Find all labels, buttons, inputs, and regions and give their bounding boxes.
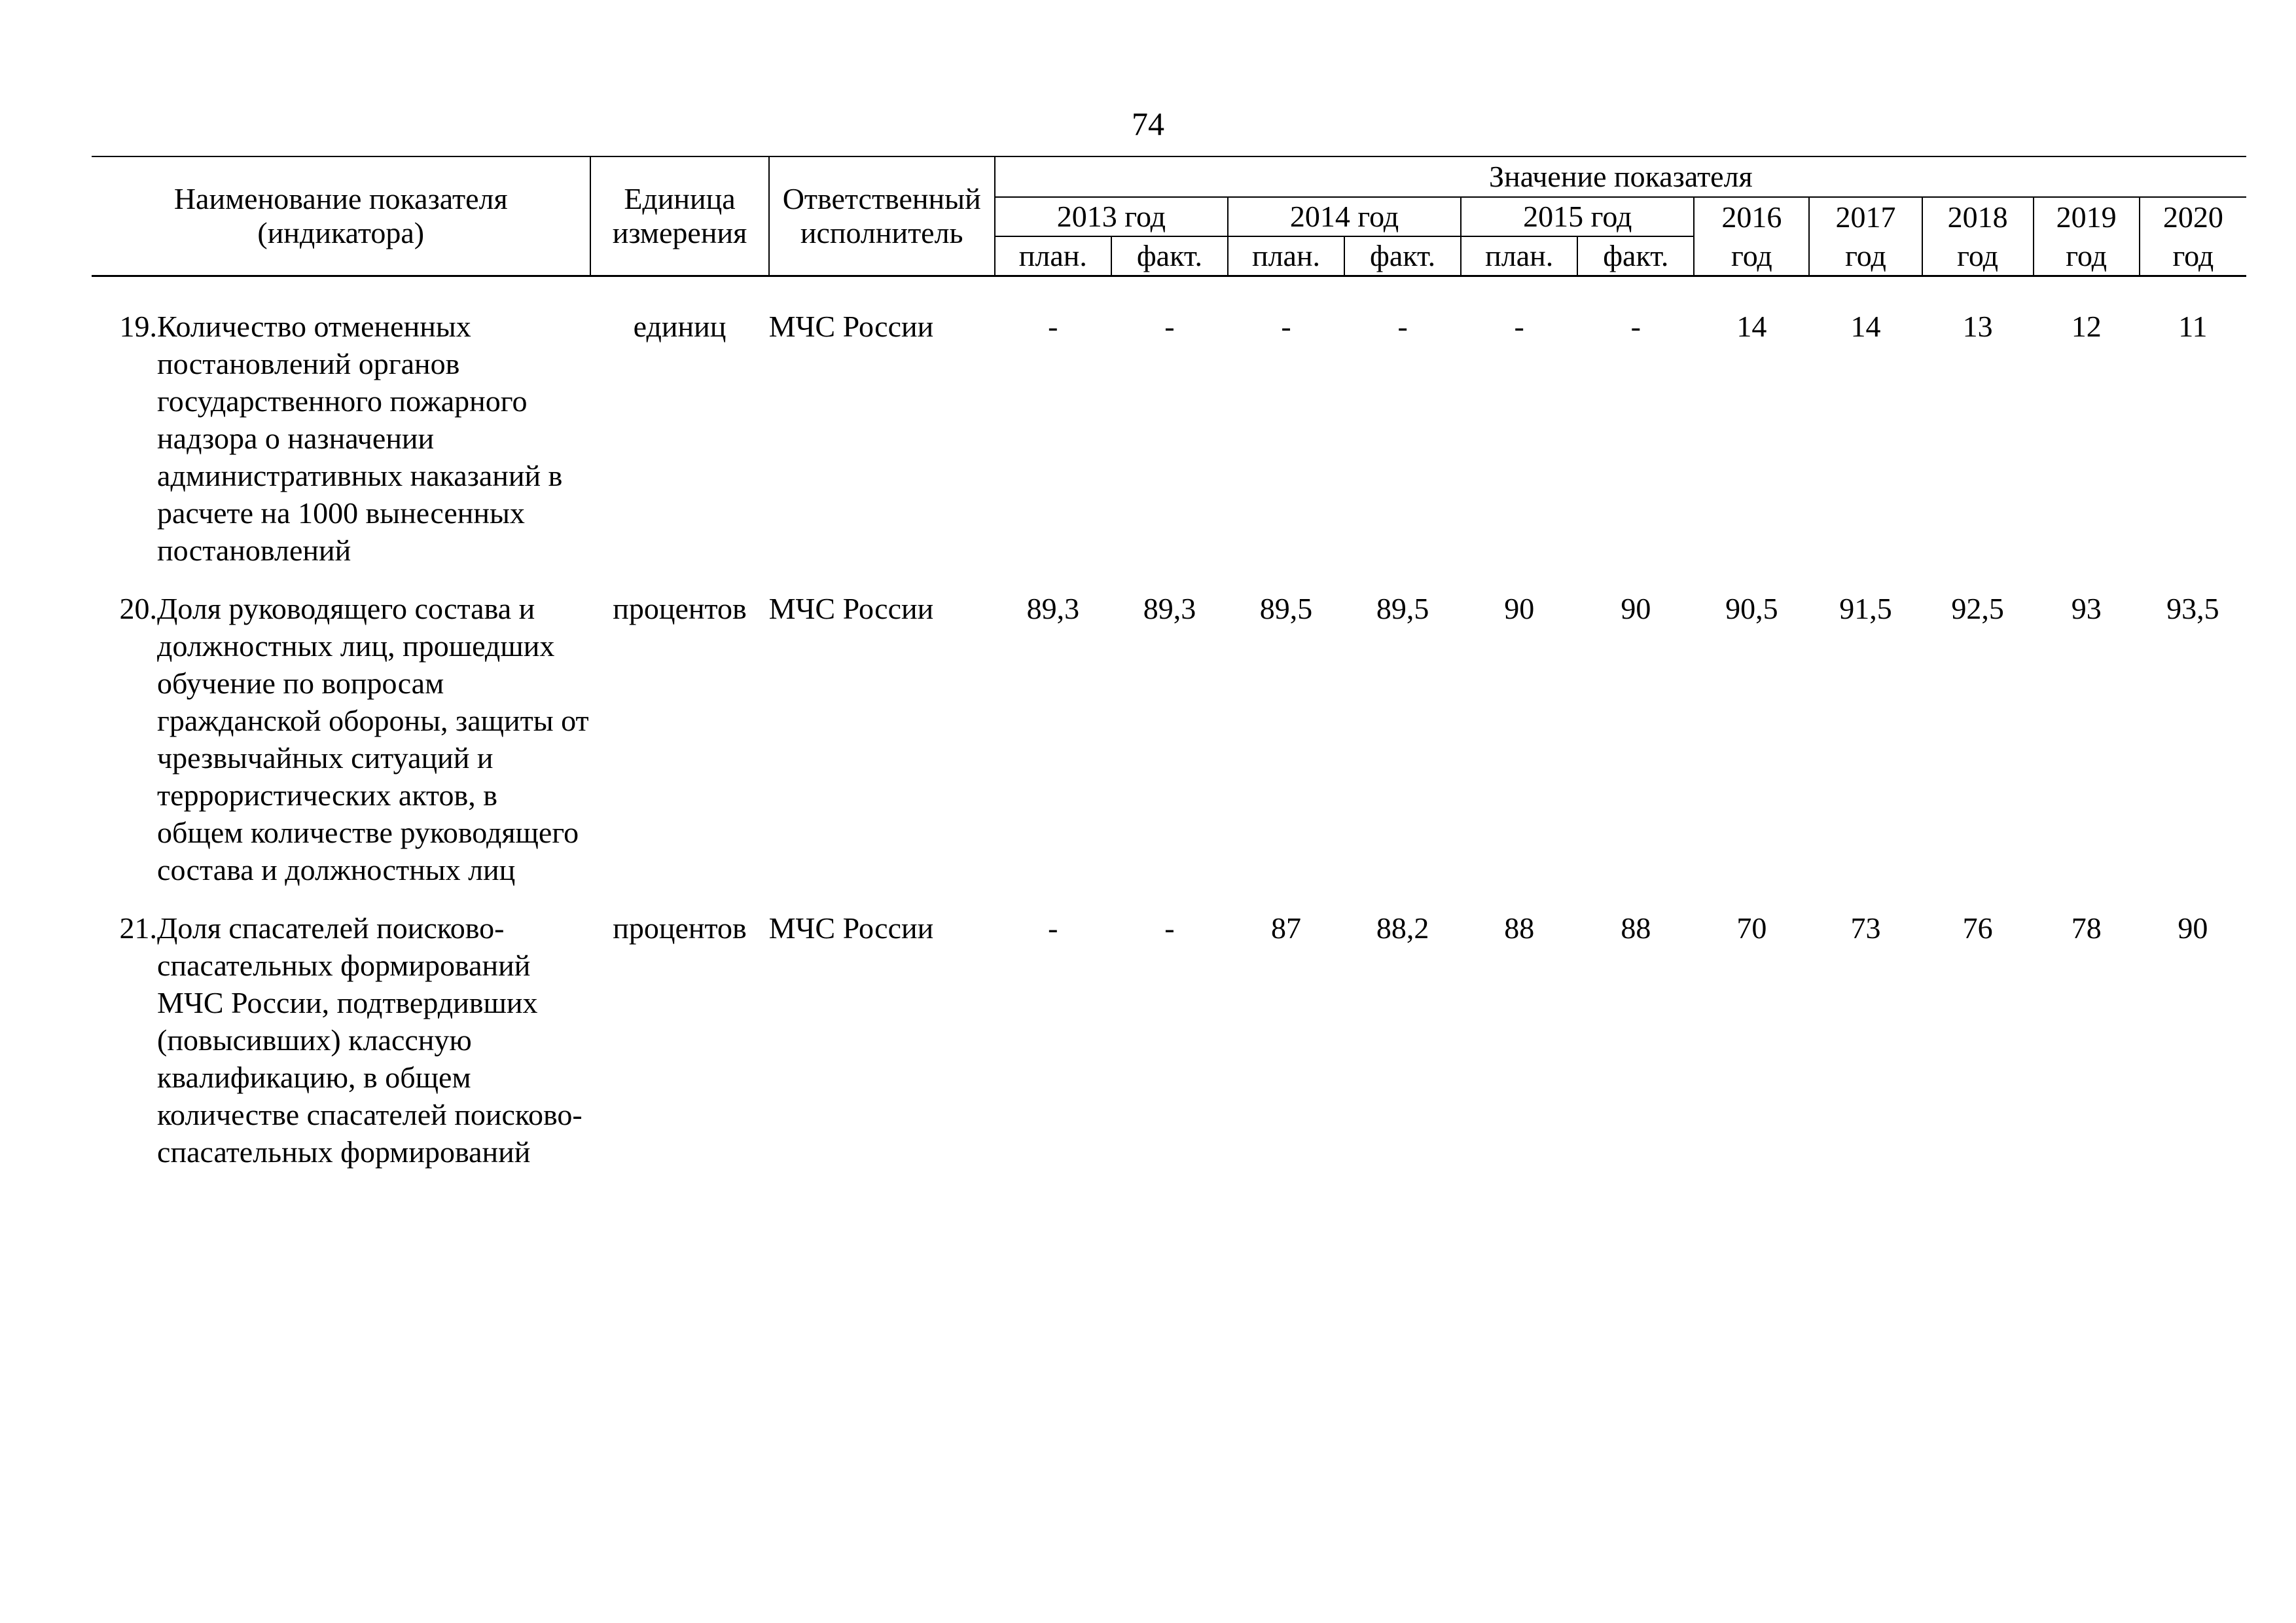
table-row [92, 909, 2246, 1171]
value-2019: 12 [2071, 310, 2102, 343]
value-2016: 14 [1736, 310, 1767, 343]
header-plan-2015: план. [1461, 236, 1577, 276]
table-header [92, 156, 2246, 277]
value-2013-fact: - [1164, 911, 1175, 945]
value-2015-fact: 90 [1621, 592, 1651, 625]
header-year-2016: 2016 [1694, 197, 1809, 236]
header-unit: Единица измерения [590, 156, 768, 276]
header-god-2020: год [2140, 236, 2246, 276]
header-name: Наименование показателя (индикатора) [92, 156, 590, 276]
value-2017: 14 [1850, 310, 1881, 343]
row-responsible: МЧС России [768, 592, 934, 625]
value-2018: 13 [1962, 310, 1993, 343]
row-indicator-name: Доля руководящего состава и должностных лиц, прошедших обучение по вопросам гражданской обороны, защиты от чрезвычайных ситуаций и террористических актов, в общем количестве руководящего состава и должностных лиц [157, 592, 589, 886]
header-god-2019: год [2034, 236, 2140, 276]
value-2015-fact: - [1630, 310, 1641, 343]
value-2020: 90 [2178, 911, 2208, 945]
header-year-2017: 2017 [1809, 197, 1922, 236]
header-year-2013: 2013 год [995, 197, 1228, 236]
value-2013-fact: 89,3 [1143, 592, 1196, 625]
value-2014-fact: - [1397, 310, 1408, 343]
value-2017: 91,5 [1839, 592, 1892, 625]
value-2015-plan: 88 [1504, 911, 1535, 945]
page-number: 74 [1132, 105, 1164, 142]
value-2013-fact: - [1164, 310, 1175, 343]
header-year-2014: 2014 год [1228, 197, 1461, 236]
header-plan-2014: план. [1228, 236, 1344, 276]
value-2014-fact: 89,5 [1376, 592, 1429, 625]
row-number: 20. [119, 592, 158, 625]
row-number: 21. [119, 911, 158, 945]
row-unit: процентов [613, 592, 747, 625]
table-row [92, 308, 2246, 569]
value-2013-plan: 89,3 [1026, 592, 1080, 625]
value-2017: 73 [1850, 911, 1881, 945]
value-2020: 11 [2178, 310, 2208, 343]
header-responsible: Ответственный исполнитель [769, 156, 995, 276]
value-2015-plan: - [1514, 310, 1524, 343]
row-number: 19. [119, 310, 158, 343]
header-value-group: Значение показателя [995, 156, 2246, 197]
header-god-2016: год [1694, 236, 1809, 276]
row-indicator-name: Количество отмененных постановлений органов государственного пожарного надзора о назначении административных наказаний в расчете на 1000 вынесенных постановлений [157, 310, 563, 567]
value-2015-plan: 90 [1504, 592, 1535, 625]
value-2013-plan: - [1048, 911, 1058, 945]
header-fact-2013: факт. [1111, 236, 1228, 276]
value-2014-plan: 87 [1271, 911, 1302, 945]
header-fact-2015: факт. [1577, 236, 1694, 276]
row-unit: единиц [633, 310, 726, 343]
table-row [92, 590, 2246, 888]
value-2014-fact: 88,2 [1376, 911, 1429, 945]
header-plan-2013: план. [995, 236, 1111, 276]
row-unit: процентов [613, 911, 747, 945]
value-2019: 93 [2071, 592, 2102, 625]
value-2014-plan: 89,5 [1259, 592, 1313, 625]
value-2018: 92,5 [1951, 592, 2004, 625]
value-2016: 70 [1736, 911, 1767, 945]
row-responsible: МЧС России [768, 310, 934, 343]
header-fact-2014: факт. [1344, 236, 1461, 276]
header-year-2019: 2019 [2034, 197, 2140, 236]
header-year-2020: 2020 [2140, 197, 2246, 236]
header-year-2018: 2018 [1922, 197, 2034, 236]
table-body [92, 308, 2246, 1171]
row-responsible: МЧС России [768, 911, 934, 945]
value-2018: 76 [1962, 911, 1993, 945]
value-2020: 93,5 [2166, 592, 2219, 625]
value-2014-plan: - [1281, 310, 1291, 343]
value-2013-plan: - [1048, 310, 1058, 343]
value-2019: 78 [2071, 911, 2102, 945]
value-2015-fact: 88 [1621, 911, 1651, 945]
header-year-2015: 2015 год [1461, 197, 1694, 236]
header-god-2018: год [1922, 236, 2034, 276]
header-god-2017: год [1809, 236, 1922, 276]
value-2016: 90,5 [1725, 592, 1778, 625]
row-indicator-name: Доля спасателей поисково-спасательных формирований МЧС России, подтвердивших (повысивших) классную квалификацию, в общем количестве спасателей поисково-спасательных формирований [157, 911, 583, 1169]
